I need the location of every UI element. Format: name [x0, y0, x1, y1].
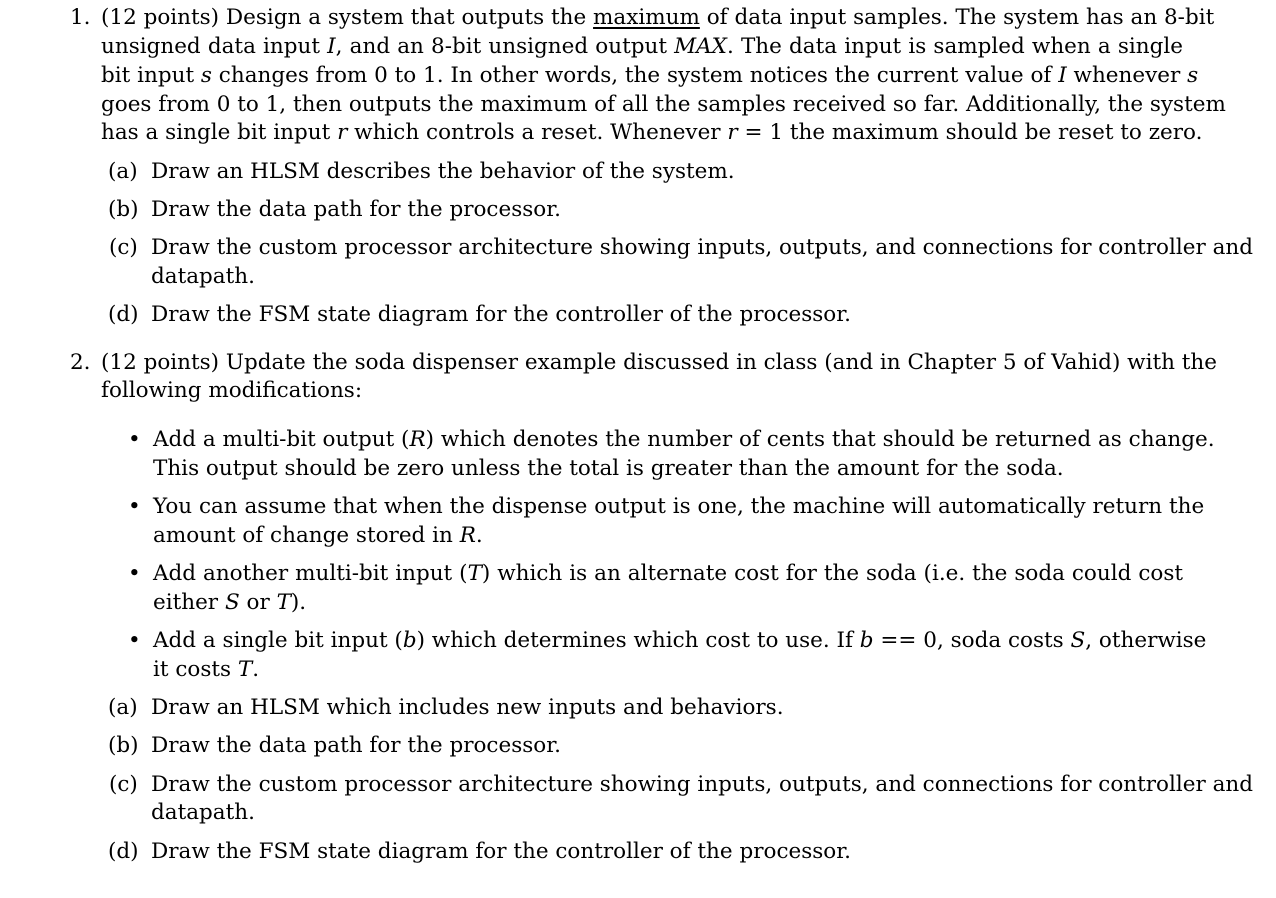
part-text: Draw the custom processor architecture showing inputs, outputs, and connections for controller and [151, 772, 1254, 797]
part-label: (d) [108, 839, 139, 864]
bullet-text: Add a multi-bit output (R) which denotes the number of cents that should be returned as change. [153, 427, 1215, 452]
bullet-text-continued: This output should be zero unless the total is greater than the amount for the soda. [153, 456, 1064, 481]
part-label: (d) [108, 302, 139, 327]
bullet-symbol: • [128, 494, 141, 519]
part-label: (c) [109, 235, 138, 260]
part-text: Draw the FSM state diagram for the controller of the processor. [151, 839, 851, 864]
q1-line-5: has a single bit input r which controls a reset. Whenever r = 1 the maximum should be reset to zero. [101, 120, 1203, 145]
bullet-symbol: • [128, 427, 141, 452]
part-text: Draw an HLSM which includes new inputs and behaviors. [151, 695, 784, 720]
part-label: (a) [108, 159, 138, 184]
question-number: 2. [70, 350, 91, 375]
q2-line-1: (12 points) Update the soda dispenser example discussed in class (and in Chapter 5 of Vahid) with the [101, 350, 1217, 375]
bullet-text-continued: amount of change stored in R. [153, 523, 483, 548]
q1-line-3: bit input s changes from 0 to 1. In other words, the system notices the current value of I whenever s [101, 63, 1199, 88]
q1-line-4: goes from 0 to 1, then outputs the maximum of all the samples received so far. Additionally, the system [101, 92, 1226, 117]
bullet-text: You can assume that when the dispense output is one, the machine will automatically return the [153, 494, 1205, 519]
question-number: 1. [70, 5, 91, 30]
underlined-word: maximum [593, 5, 700, 30]
q2-line-2: following modifications: [101, 378, 363, 403]
bullet-text: Add a single bit input (b) which determines which cost to use. If b == 0, soda costs S, otherwise [153, 628, 1207, 653]
part-label: (a) [108, 695, 138, 720]
q1-line-1: (12 points) Design a system that outputs the maximum of data input samples. The system has an 8-bit [101, 5, 1215, 30]
part-label: (b) [108, 197, 139, 222]
bullet-text-continued: either S or T). [153, 590, 307, 615]
part-label: (c) [109, 772, 138, 797]
q1-line-2: unsigned data input I, and an 8-bit unsigned output MAX. The data input is sampled when a single [101, 34, 1183, 59]
part-text: Draw the custom processor architecture showing inputs, outputs, and connections for controller and [151, 235, 1254, 260]
part-text: Draw the FSM state diagram for the controller of the processor. [151, 302, 851, 327]
bullet-text-continued: it costs T. [153, 657, 260, 682]
part-text-continued: datapath. [151, 800, 255, 825]
part-text: Draw the data path for the processor. [151, 733, 561, 758]
bullet-symbol: • [128, 561, 141, 586]
part-text: Draw the data path for the processor. [151, 197, 561, 222]
part-text: Draw an HLSM describes the behavior of the system. [151, 159, 735, 184]
bullet-text: Add another multi-bit input (T) which is an alternate cost for the soda (i.e. the soda could cost [153, 561, 1183, 586]
bullet-symbol: • [128, 628, 141, 653]
part-label: (b) [108, 733, 139, 758]
part-text-continued: datapath. [151, 264, 255, 289]
